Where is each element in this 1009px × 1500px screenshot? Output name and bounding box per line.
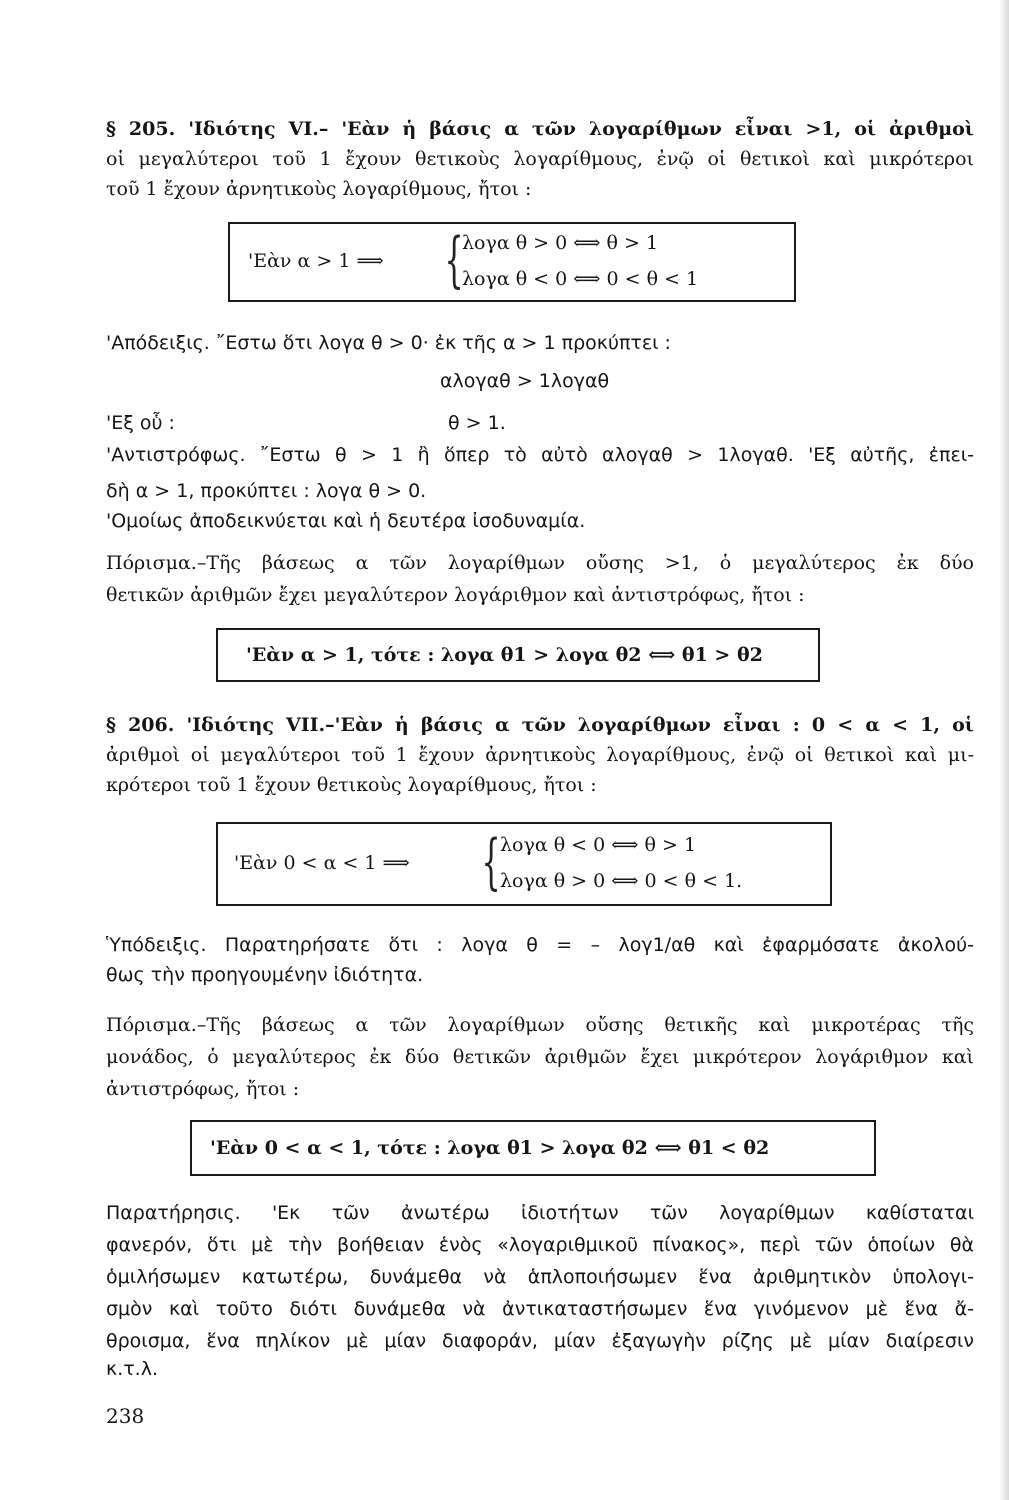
brace-symbol: { bbox=[444, 225, 464, 295]
note-line-1: Παρατήρησις. 'Εκ τῶν ἀνωτέρω ἰδιοτήτων τῶν λογαρίθμων καθίσταται bbox=[106, 1202, 974, 1224]
s206-property-box bbox=[216, 822, 832, 906]
hint-line-2: θως τὴν προηγουμένην ἰδιότητα. bbox=[106, 964, 424, 986]
porisma2-box bbox=[190, 1120, 876, 1176]
s205-box-condition: 'Εὰν α > 1 ⟹ bbox=[248, 250, 384, 272]
s206-box-condition: 'Εὰν 0 < α < 1 ⟹ bbox=[234, 852, 410, 874]
proof-line-3a: 'Εξ οὗ : bbox=[106, 412, 175, 434]
s205-line-3: τοῦ 1 ἔχουν ἀρνητικοὺς λογαρίθμους, ἤτοι : bbox=[106, 178, 532, 200]
porisma2-line-1: Πόρισμα.–Τῆς βάσεως α τῶν λογαρίθμων οὔσης θετικῆς καὶ μικροτέρας τῆς bbox=[106, 1014, 974, 1036]
page-edge-shadow bbox=[999, 0, 1009, 1500]
s205-line-2: οἱ μεγαλύτεροι τοῦ 1 ἔχουν θετικοὺς λογαρίθμους, ἐνῷ οἱ θετικοὶ καὶ μικρότεροι bbox=[106, 148, 974, 170]
proof-line-5: δὴ α > 1, προκύπτει : λογα θ > 0. bbox=[106, 480, 427, 502]
note-line-2: φανερόν, ὅτι μὲ τὴν βοήθειαν ἑνὸς «λογαριθμικοῦ πίνακος», περὶ τῶν ὁποίων θὰ bbox=[106, 1234, 974, 1256]
proof-line-2: αλογαθ > 1λογαθ bbox=[440, 370, 610, 392]
porisma1-box-text: 'Εὰν α > 1, τότε : λογα θ1 > λογα θ2 ⟺ θ1 > θ2 bbox=[246, 644, 763, 666]
note-line-4: σμὸν καὶ τοῦτο διότι δυνάμεθα νὰ ἀντικαταστήσωμεν ἕνα γινόμενον μὲ ἕνα ἄ- bbox=[106, 1298, 974, 1320]
proof-line-1: 'Απόδειξις. ῎Εστω ὅτι λογα θ > 0· ἐκ τῆς α > 1 προκύπτει : bbox=[106, 332, 671, 354]
porisma2-box-text: 'Εὰν 0 < α < 1, τότε : λογα θ1 > λογα θ2 ⟺ θ1 < θ2 bbox=[210, 1137, 770, 1159]
proof-line-6: 'Ομοίως ἀποδεικνύεται καὶ ἡ δευτέρα ἰσοδυναμία. bbox=[106, 510, 586, 532]
porisma1-line-2: θετικῶν ἀριθμῶν ἔχει μεγαλύτερον λογάριθμον καὶ ἀντιστρόφως, ἤτοι : bbox=[106, 584, 805, 606]
porisma2-line-3: ἀντιστρόφως, ἤτοι : bbox=[106, 1078, 300, 1100]
s205-property-box bbox=[228, 222, 796, 302]
note-line-6: κ.τ.λ. bbox=[106, 1358, 158, 1380]
note-line-3: ὁμιλήσωμεν κατωτέρω, δυνάμεθα νὰ ἁπλοποιήσωμεν ἕνα ἀριθμητικὸν ὑπολογι- bbox=[106, 1266, 974, 1288]
s206-box-row-2: λογα θ > 0 ⟺ 0 < θ < 1. bbox=[500, 870, 743, 892]
proof-line-3b: θ > 1. bbox=[448, 412, 506, 434]
porisma1-line-1: Πόρισμα.–Τῆς βάσεως α τῶν λογαρίθμων οὔσης >1, ὁ μεγαλύτερος ἐκ δύο bbox=[106, 552, 974, 574]
note-line-5: θροισμα, ἕνα πηλίκον μὲ μίαν διαφοράν, μίαν ἐξαγωγὴν ρίζης μὲ μίαν διαίρεσιν bbox=[106, 1330, 974, 1352]
s206-line-2: ἀριθμοὶ οἱ μεγαλύτεροι τοῦ 1 ἔχουν ἀρνητικοὺς λογαρίθμους, ἐνῷ οἱ θετικοὶ καὶ μι- bbox=[106, 744, 974, 766]
s206-line-3: κρότεροι τοῦ 1 ἔχουν θετικοὺς λογαρίθμους, ἤτοι : bbox=[106, 774, 597, 796]
s206-line-1: § 206. 'Ιδιότης VII.–'Εὰν ἡ βάσις α τῶν λογαρίθμων εἶναι : 0 < α < 1, οἱ bbox=[106, 714, 974, 736]
s205-box-row-1: λογα θ > 0 ⟺ θ > 1 bbox=[462, 232, 659, 254]
porisma2-line-2: μονάδος, ὁ μεγαλύτερος ἐκ δύο θετικῶν ἀριθμῶν ἔχει μικρότερον λογάριθμον καὶ bbox=[106, 1046, 974, 1068]
proof-line-4: 'Αντιστρόφως. ῎Εστω θ > 1 ἢ ὅπερ τὸ αὐτὸ αλογαθ > 1λογαθ. 'Εξ αὐτῆς, ἐπει- bbox=[106, 444, 974, 466]
brace-symbol: { bbox=[481, 827, 501, 897]
s205-box-row-2: λογα θ < 0 ⟺ 0 < θ < 1 bbox=[462, 268, 699, 290]
s206-box-row-1: λογα θ < 0 ⟺ θ > 1 bbox=[500, 834, 697, 856]
s205-line-1: § 205. 'Ιδιότης VI.– 'Εὰν ἡ βάσις α τῶν λογαρίθμων εἶναι >1, οἱ ἀριθμοὶ bbox=[106, 118, 974, 140]
hint-line-1: Ὑπόδειξις. Παρατηρήσατε ὅτι : λογα θ = – λογ1/αθ καὶ ἐφαρμόσατε ἀκολού- bbox=[106, 934, 974, 956]
page-number: 238 bbox=[106, 1404, 145, 1428]
porisma1-box bbox=[216, 628, 820, 682]
